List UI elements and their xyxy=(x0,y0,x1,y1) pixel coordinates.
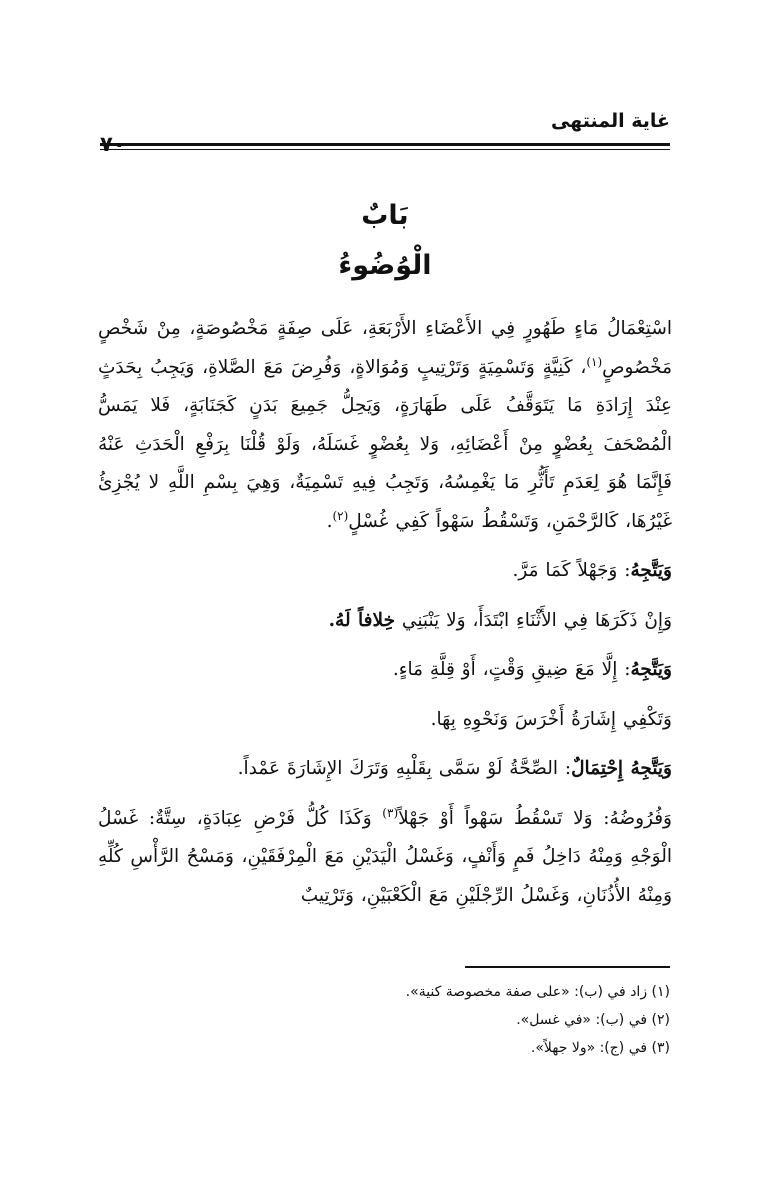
page-number: ٧٠ xyxy=(100,132,126,156)
running-title: غاية المنتهى xyxy=(550,110,670,132)
chapter-title: الْوُضُوءُ xyxy=(338,250,432,281)
paragraph-6: وَيَتَّجِهُ إِحْتِمَالٌ: الصِّحَّةُ لَوْ سَمَّى بِقَلْبِهِ وَتَرَكَ الإِشَارَةَ عَمْداً. xyxy=(237,758,672,779)
footnotes xyxy=(100,978,670,1062)
footnote-3: (٣) في (ج): «ولا جهلاً». xyxy=(530,1040,670,1056)
footnote-ref-2: (٢) xyxy=(332,508,349,523)
footnote-2: (٢) في (ب): «في غسل». xyxy=(516,1012,670,1028)
paragraph-3: وَإِنْ ذَكَرَهَا فِي الأَثْنَاءِ ابْتَدَأَ، وَلا يَنْبَنِي خِلافاً لَهُ. xyxy=(328,609,672,631)
footnote-ref-3: (٣) xyxy=(382,805,399,820)
header-rule-thin xyxy=(100,149,670,150)
footnote-ref-1: (١) xyxy=(586,354,603,369)
keyword-khilafan: خِلافاً لَهُ. xyxy=(328,609,396,631)
paragraph-5: وَتَكْفِي إِشَارَةُ أَخْرَسَ وَنَحْوِهِ بِهَا. xyxy=(430,708,672,730)
footnote-rule xyxy=(465,966,670,968)
header-rule-thick xyxy=(100,143,670,146)
keyword-ihtimal: وَيَتَّجِهُ إِحْتِمَالٌ xyxy=(571,758,672,779)
body-text xyxy=(98,310,672,915)
paragraph-7: وَفُرُوضُهُ: وَلا تَسْقُطُ سَهْواً أَوْ جَهْلاً$^{(٣)}$ وَكَذَا كُلُّ فَرْضِ عِبَادَةٍ، سِتَّةٌ: غَسْلُ الْوَجْهِ وَمِنْهُ دَاخِلُ فَمٍ وَأَنْفٍ، وَغَسْلُ الْيَدَيْنِ مَعَ الْمِرْفَقَيْنِ، وَمَسْحُ الرَّأْسِ كُلِّهِ وَمِنْهُ الأُذُنَانِ، وَغَسْلُ الرِّجْلَيْنِ مَعَ الْكَعْبَيْنِ، وَتَرْتِيبٌ xyxy=(98,805,672,906)
chapter-label: بَابٌ xyxy=(361,200,409,231)
page-header xyxy=(100,110,670,170)
keyword-yattajih: وَيَتَّجِهُ xyxy=(630,560,672,581)
paragraph-4: وَيَتَّجِهُ: إِلَّا مَعَ ضِيقِ وَقْتٍ، أَوْ قِلَّةِ مَاءٍ. xyxy=(392,659,672,680)
footnote-1: (١) زاد في (ب): «على صفة مخصوصة كنية». xyxy=(405,984,670,1000)
paragraph-definition: اسْتِعْمَالُ مَاءٍ طَهُورٍ فِي الأَعْضَاءِ الأَرْبَعَةِ، عَلَى صِفَةٍ مَخْصُوصَةٍ، مِنْ شَخْصٍ مَخْصُوصٍ$^{(١)}$، كَنِيَّةٍ وَتَسْمِيَةٍ وَتَرْتِيبٍ وَمُوَالاةٍ، وَفُرِضَ مَعَ الصَّلاةِ، وَيَجِبُ بِحَدَثٍ عِنْدَ إِرَادَةِ مَا يَتَوَقَّفُ عَلَى طَهَارَةٍ، وَيَحِلُّ جَمِيعَ بَدَنٍ كَجَنَابَةٍ، فَلا يَمَسُّ الْمُصْحَفَ بِعُضْوٍ مِنْ أَعْضَائِهِ، وَلا بِعُضْوٍ غَسَلَهُ، وَلَوْ قُلْنَا بِرَفْعِ الْحَدَثِ عَنْهُ فَإِنَّمَا هُوَ لِعَدَمِ تَأَثُّرِ مَا يَغْمِسُهُ، وَتَجِبُ فِيهِ تَسْمِيَةٌ، وَهِيَ بِسْمِ اللَّهِ لا يُجْزِئُ غَيْرُهَا، كَالرَّحْمَنِ، وَتَسْقُطُ سَهْواً كَفِي غُسْلٍ$^{(٢)}$. xyxy=(98,318,672,532)
paragraph-2: وَيَتَّجِهُ: وَجَهْلاً كَمَا مَرَّ. xyxy=(512,560,672,581)
keyword-yattajih: وَيَتَّجِهُ xyxy=(630,659,672,680)
